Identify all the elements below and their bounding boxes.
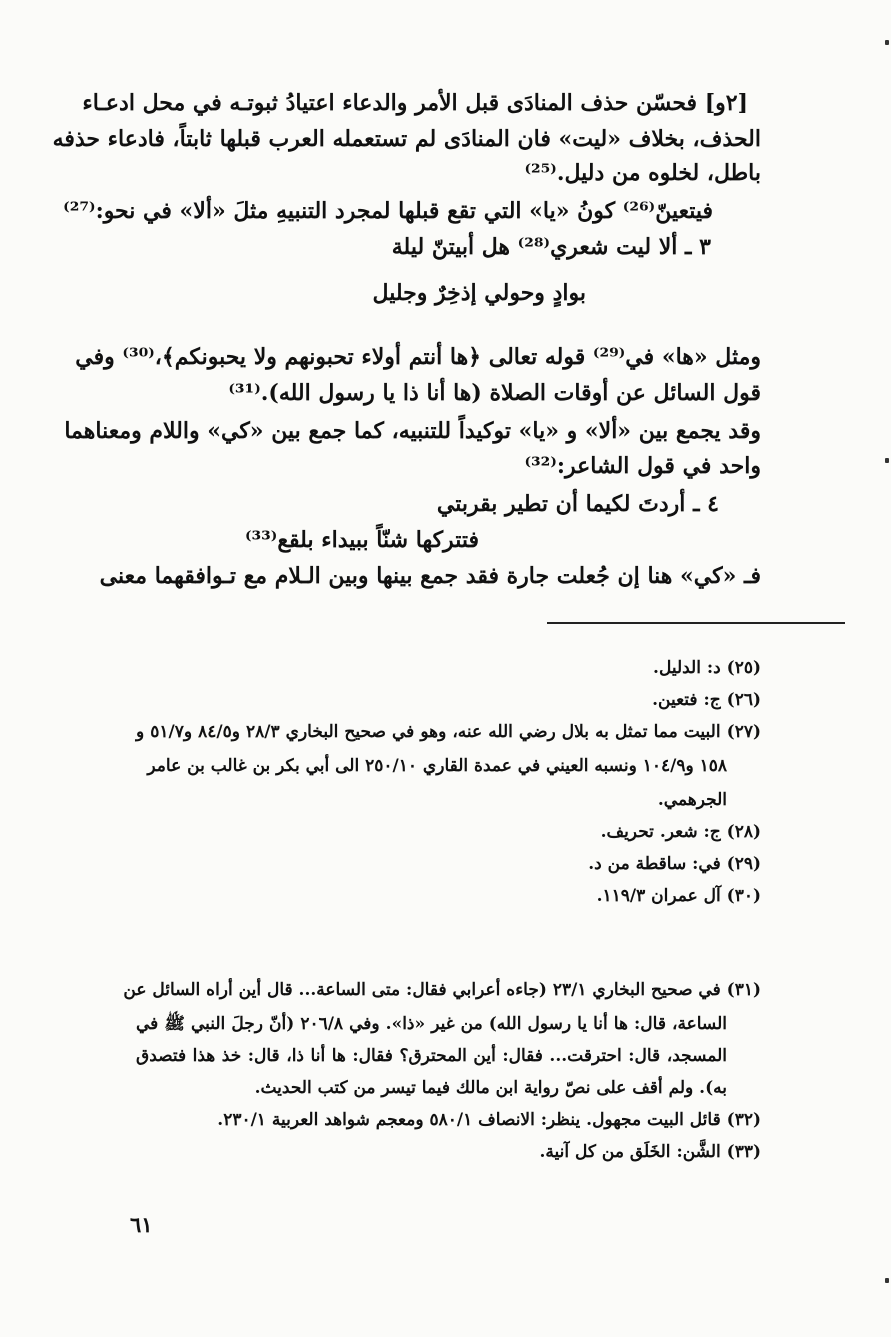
body-line-3: باطل، لخلوه من دليل.⁽²⁵⁾ [524,160,761,186]
body-line-1: [٢و] فحسّن حذف المنادَى قبل الأمر والدعاء اعتيادُ ثبوتـه في محل ادعـاء [82,90,748,116]
verse-3-second-hemistich: بوادٍ وحولي إذخِرٌ وجليل [372,280,586,306]
footnote-31-line-1: (٣١) في صحيح البخاري ٢٣/١ (جاءه أعرابي فقال: متى الساعة... قال أين أراه السائل عن [123,980,761,1000]
body-line-8: قول السائل عن أوقات الصلاة (ها أنا ذا يا رسول الله).⁽³¹⁾ [228,380,761,406]
page-number: ٦١ [130,1212,153,1237]
body-line-7: ومثل «ها» في⁽²⁹⁾ قوله تعالى ﴿ها أنتم أولاء تحبونهم ولا يحبونكم﴾،⁽³⁰⁾ وفي [75,344,761,370]
footnote-25: (٢٥) د: الدليل. [653,658,761,678]
footnote-26: (٢٦) ج: فتعين. [652,690,761,710]
verse-4-first-hemistich: ٤ ـ أردتَ لكيما أن تطير بقربتي [436,491,719,517]
footnote-27-line-1: (٢٧) البيت مما تمثل به بلال رضي الله عنه، وهو في صحيح البخاري ٢٨/٣ و٨٤/٥ و٥١/٧ و [136,722,761,742]
scan-mark [885,40,889,45]
verse-4-second-hemistich: فتتركها شنّاً ببيداء بلقع⁽³³⁾ [244,527,479,553]
footnote-33: (٣٣) الشَّن: الخَلَق من كل آنية. [539,1142,761,1162]
footnote-27-line-3: الجرهمي. [657,790,727,810]
footnote-31-line-2: الساعة، قال: ها أنا يا رسول الله) من غير «ذا». وفي ٢٠٦/٨ (أنّ رجلَ النبي ﷺ في [136,1014,727,1034]
scan-mark [885,458,889,463]
verse-3-first-hemistich: ٣ ـ ألا ليت شعري⁽²⁸⁾ هل أبيتنّ ليلة [391,234,711,260]
footnote-31-line-4: به). ولم أقف على نصّ رواية ابن مالك فيما تيسر من كتب الحديث. [254,1078,727,1098]
footnote-31-line-3: المسجد، قال: احترقت... فقال: أين المحترق؟ فقال: ها أنا ذا، قال: خذ هذا فتصدق [136,1046,727,1066]
footnote-separator [547,622,845,624]
footnote-29: (٢٩) في: ساقطة من د. [588,854,761,874]
footnote-32: (٣٢) قائل البيت مجهول. ينظر: الانصاف ٥٨٠/١ ومعجم شواهد العربية ٢٣٠/١. [217,1110,761,1130]
body-line-2: الحذف، بخلاف «ليت» فان المنادَى لم تستعمله العرب قبلها ثابتاً، فادعاء حذفه [52,126,761,152]
footnote-30: (٣٠) آل عمران ١١٩/٣. [596,886,761,906]
body-line-10: واحد في قول الشاعر:⁽³²⁾ [524,453,761,479]
footnote-27-line-2: ١٥٨ و١٠٤/٩ ونسبه العيني في عمدة القاري ٢٥٠/١٠ الى أبي بكر بن غالب بن عامر [147,756,727,776]
footnote-28: (٢٨) ج: شعر. تحريف. [600,822,761,842]
scan-mark [885,1278,889,1283]
body-line-9: وقد يجمع بين «ألا» و «يا» توكيداً للتنبيه، كما جمع بين «كي» واللام ومعناهما [64,418,761,444]
body-line-13: فـ «كي» هنا إن جُعلت جارة فقد جمع بينها وبين الـلام مع تـوافقهما معنى [99,563,761,589]
body-line-4: فيتعينّ⁽²⁶⁾ كونُ «يا» التي تقع قبلها لمجرد التنبيهِ مثلَ «ألا» في نحو:⁽²⁷⁾ [63,198,713,224]
